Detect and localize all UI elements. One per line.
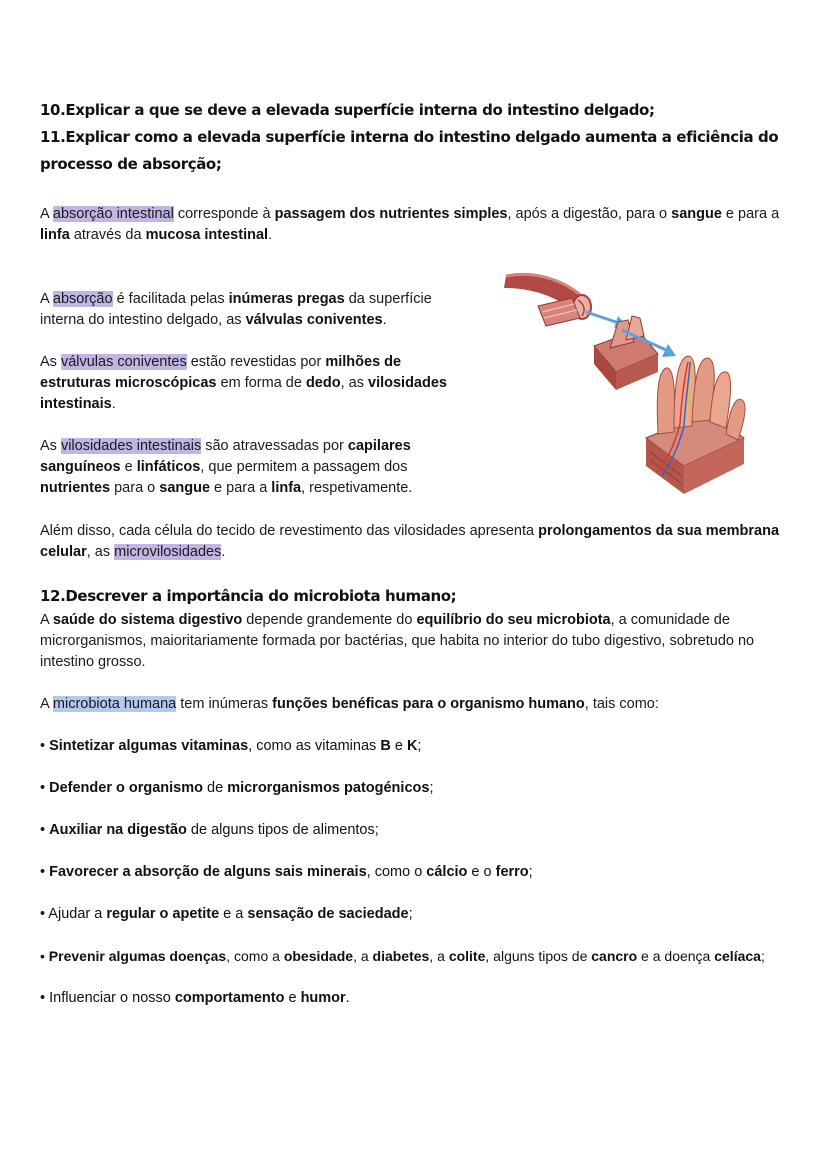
paragraph-saude: A saúde do sistema digestivo depende grandemente do equilíbrio do seu microbiota, a comunidade de microrganismos, maioritariamente formada por bactérias, que habita no interior do tubo digestivo, sobretudo no intestino grosso. [40,612,755,670]
paragraph-microvilosidades: Além disso, cada célula do tecido de revestimento das vilosidades apresenta prolongamentos da sua membrana celular, as microvilosidades. [40,523,780,560]
list-item: • Favorecer a absorção de alguns sais minerais, como o cálcio e o ferro; [40,864,533,880]
paragraph-vilosidades: As vilosidades intestinais são atravessadas por capilares sanguíneos e linfáticos, que permitem a passagem dos nutrientes para o sangue e para a linfa, respetivamente. [40,438,413,496]
list-item: • Auxiliar na digestão de alguns tipos de alimentos; [40,822,379,838]
intestine-villi-illustration [498,262,758,502]
highlight: vilosidades intestinais [60,438,202,454]
paragraph-funcoes: A microbiota humana tem inúmeras funções benéficas para o organismo humano, tais como: [40,696,659,712]
paragraph-pregas: A absorção é facilitada pelas inúmeras pregas da superfície interna do intestino delgado, as válvulas coniventes. [40,291,432,328]
intestine-villi-icon [498,262,758,502]
highlight: microbiota humana [52,696,177,712]
highlight: microvilosidades [114,544,222,560]
list-item: • Prevenir algumas doenças, como a obesidade, a diabetes, a colite, alguns tipos de cancro e a doença celíaca; [40,948,765,964]
paragraph-valvulas: As válvulas coniventes estão revestidas por milhões de estruturas microscópicas em forma de dedo, as vilosidades intestinais. [40,354,447,412]
heading-question-11-cont: processo de absorção; [40,155,222,173]
highlight: válvulas coniventes [60,354,187,370]
highlight: absorção [52,291,113,307]
list-item: • Defender o organismo de microrganismos patogénicos; [40,780,434,796]
list-item: • Ajudar a regular o apetite e a sensação de saciedade; [40,906,413,922]
paragraph-absorcao-intestinal: A absorção intestinal corresponde à passagem dos nutrientes simples, após a digestão, para o sangue e para a linfa através da mucosa intestinal. [40,206,780,243]
heading-question-11: 11.Explicar como a elevada superfície interna do intestino delgado aumenta a eficiência do [40,128,779,146]
heading-question-10: 10.Explicar a que se deve a elevada superfície interna do intestino delgado; [40,101,655,119]
list-item: • Sintetizar algumas vitaminas, como as vitaminas B e K; [40,738,422,754]
list-item: • Influenciar o nosso comportamento e humor. [40,990,350,1006]
highlight: absorção intestinal [52,206,174,222]
heading-question-12: 12.Descrever a importância do microbiota humano; [40,587,457,605]
